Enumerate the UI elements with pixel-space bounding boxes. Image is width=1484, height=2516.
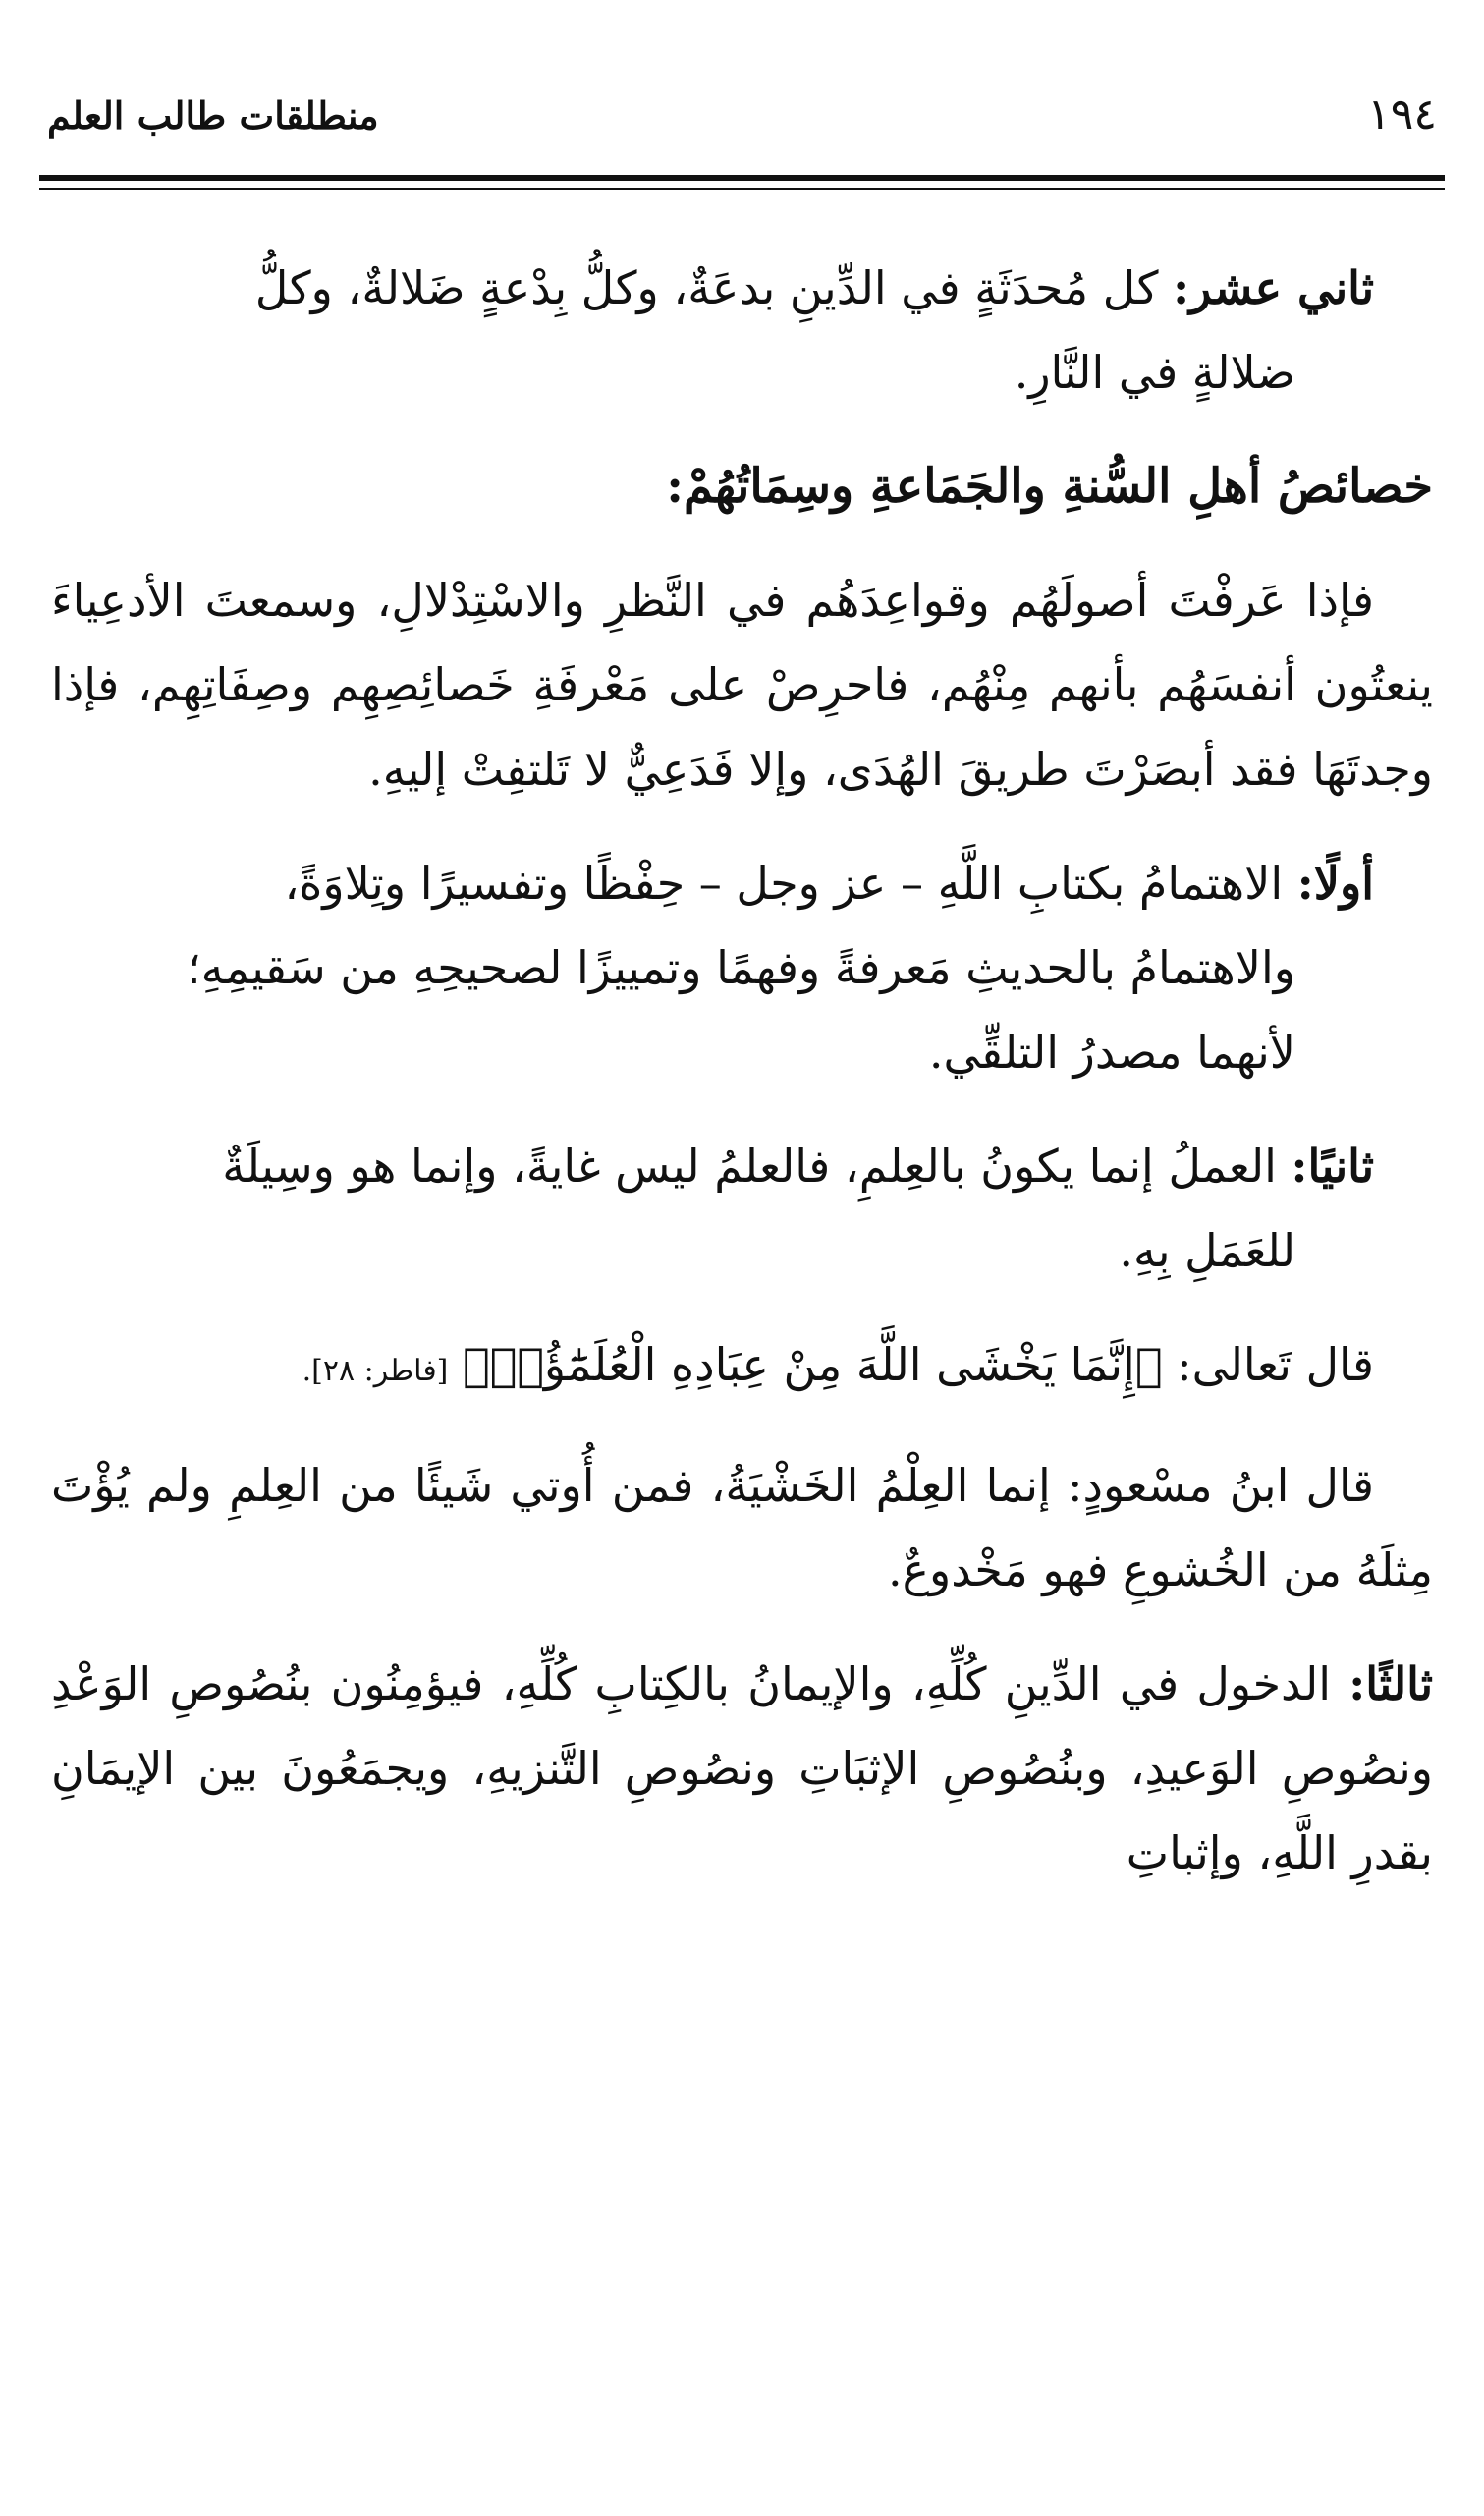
header-rule-thick	[39, 175, 1445, 181]
item-twelve-line2: ضلالةٍ في النَّارِ.	[1014, 346, 1295, 399]
item-twelve	[51, 246, 1433, 415]
page-content	[51, 246, 1433, 1925]
intro-paragraph: فإذا عَرفْتَ أصولَهُم وقواعِدَهُم في النَّظرِ والاسْتِدْلالِ، وسمعتَ الأدعِياءَ ينعتُون أنفسَهُم بأنهم مِنْهُم، فاحرِصْ على مَعْرفَةِ خَصائِصِهِم وصِفَاتِهِم، فإذا وجدتَهَا فقد أبصَرْتَ طريقَ الهُدَى، وإلا فَدَعِيٌّ لا تَلتفِتْ إليهِ.	[51, 574, 1433, 796]
item-first-line2: والاهتمامُ بالحديثِ مَعرفةً وفهمًا وتمييزًا لصحيحِهِ من سَقيمِهِ؛	[187, 941, 1295, 994]
quran-verse: ﴿إِنَّمَا يَخْشَى اللَّهَ مِنْ عِبَادِهِ الْعُلَمَٰٓؤُا۟﴾	[463, 1338, 1163, 1391]
item-first	[51, 841, 1433, 1094]
item-twelve-label: ثاني عشر:	[1173, 261, 1374, 314]
item-third	[51, 1642, 1433, 1895]
item-second-label: ثانيًا:	[1291, 1140, 1374, 1193]
item-first-line1: الاهتمامُ بكتابِ اللَّهِ – عز وجل – حِفْظًا وتفسيرًا وتِلاوَةً،	[284, 857, 1284, 910]
section-heading: خصائصُ أهلِ السُّنةِ والجَمَاعةِ وسِمَاتُهُمْ:	[666, 459, 1433, 514]
item-second	[51, 1124, 1433, 1293]
page-number: ١٩٤	[1367, 89, 1437, 140]
item-second-line2: للعَمَلِ بِهِ.	[1119, 1224, 1295, 1277]
item-third-label: ثالثًا:	[1348, 1657, 1433, 1710]
header-rule-thin	[39, 188, 1445, 190]
item-first-label: أولًا:	[1296, 857, 1374, 910]
item-first-line3: لأنهما مصدرُ التلقِّي.	[928, 1026, 1295, 1079]
running-title: منطلقات طالب العلم	[47, 93, 379, 138]
quran-reference: [فاطر: ٢٨].	[302, 1354, 449, 1388]
quran-quote	[51, 1322, 1433, 1414]
item-third-text: الدخول في الدِّينِ كُلِّهِ، والإيمانُ بالكِتابِ كُلِّهِ، فيؤمِنُون بنُصُوصِ الوَعْدِ ونصُوصِ الوَعيدِ، وبنُصُوصِ الإثبَاتِ ونصُوصِ التَّنزيهِ، ويجمَعُونَ بين الإيمَانِ بقدرِ اللَّهِ، وإثباتِ	[51, 1657, 1433, 1879]
ibn-masud-quote: قال ابنُ مسْعودٍ: إنما العِلْمُ الخَشْيَةُ، فمن أُوتي شَيئًا من العِلمِ ولم يُؤْتَ مِثلَهُ من الخُشوعِ فهو مَخْدوعٌ.	[51, 1459, 1433, 1596]
quran-intro: قال تَعالى:	[1177, 1338, 1374, 1391]
item-second-line1: العملُ إنما يكونُ بالعِلمِ، فالعلمُ ليس غايةً، وإنما هو وسِيلَةٌ	[222, 1140, 1277, 1193]
page-header	[39, 89, 1445, 162]
item-twelve-line1: كل مُحدَثَةٍ في الدِّينِ بدعَةٌ، وكلُّ بِدْعةٍ ضَلالةٌ، وكلُّ	[254, 261, 1159, 314]
